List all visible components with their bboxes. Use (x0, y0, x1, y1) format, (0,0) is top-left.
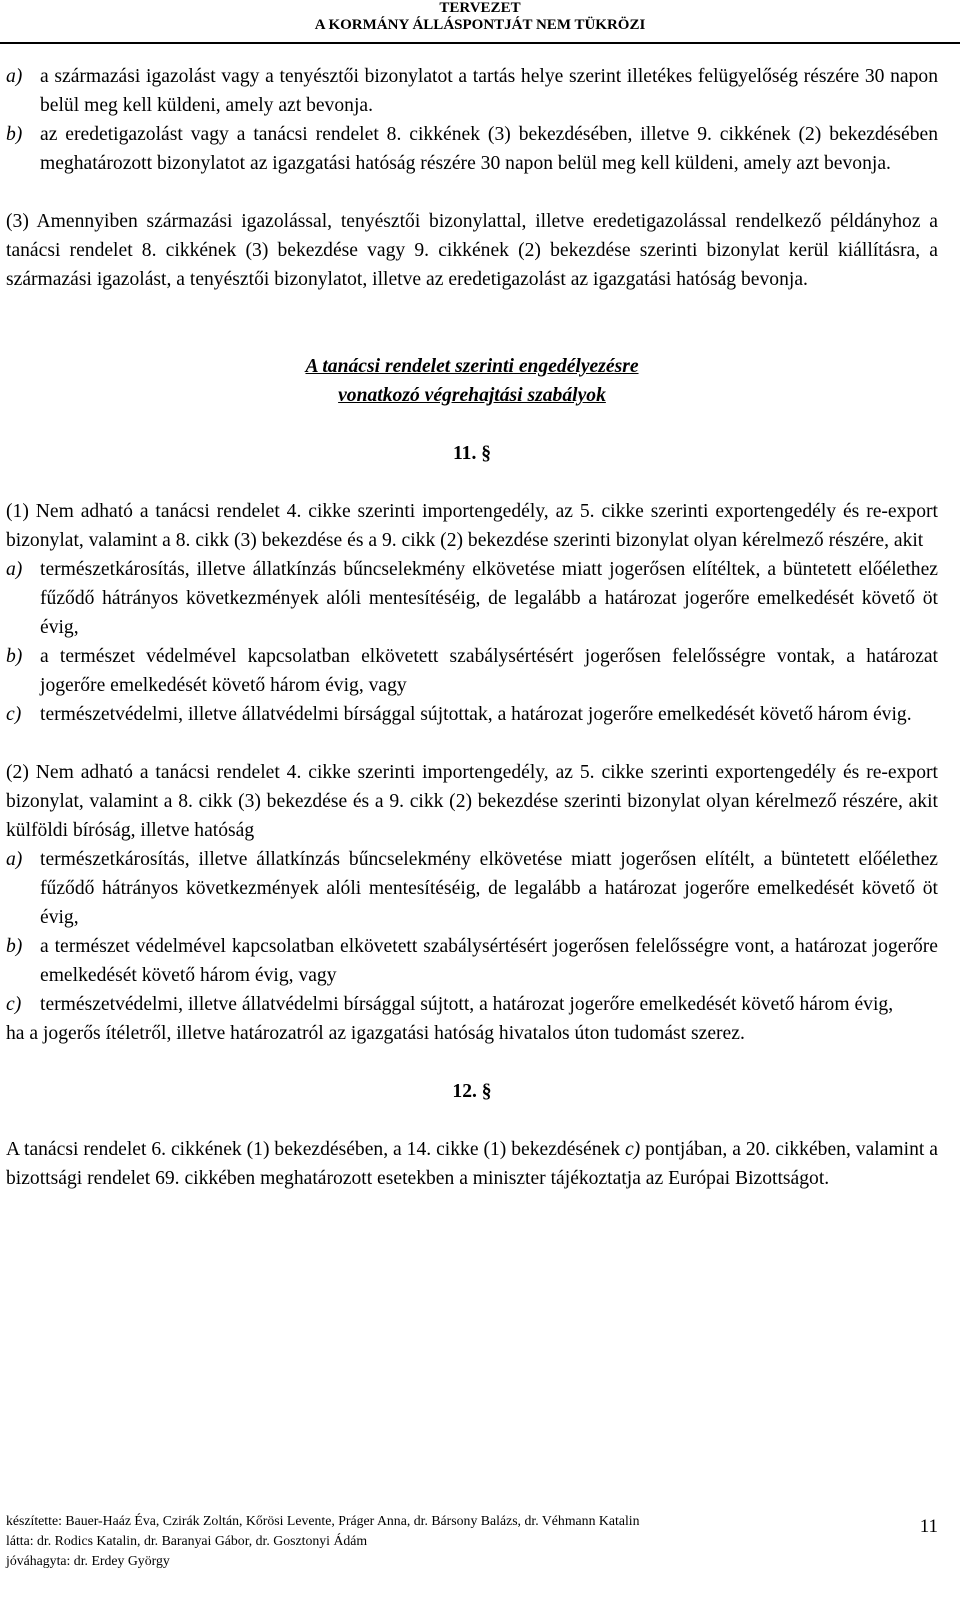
item-text: a természet védelmével kapcsolatban elkövetett szabálysértésért jogerősen felelősségre vont, a határozat jogerőre emelkedését követő három évig, vagy (40, 936, 938, 986)
item-text: természetvédelmi, illetve állatvédelmi bírsággal sújtott, a határozat jogerőre emelkedését követő három évig, (40, 994, 894, 1015)
footer-approver: jóváhagyta: dr. Erdey György (6, 1553, 170, 1568)
s12-paragraph (6, 1135, 938, 1193)
draft-label: TERVEZET (439, 0, 521, 16)
page-number: 11 (919, 1516, 938, 1537)
s11-p1-intro: (1) Nem adható a tanácsi rendelet 4. cikke szerinti importengedély, az 5. cikke szerinti exportengedély és re-export bizonylat, valamint a 8. cikk (3) bekezdése és a 9. cikk (2) bekezdése szerinti bizonylat olyan kérelmező részére, akit (6, 501, 938, 551)
title-line-1: A tanácsi rendelet szerinti engedélyezésre (305, 356, 639, 377)
list-item (6, 845, 938, 932)
s12-text-pre: A tanácsi rendelet 6. cikkének (1) bekezdésében, a 14. cikke (1) bekezdésének (6, 1139, 625, 1160)
paragraph-3: (3) Amennyiben származási igazolással, tenyésztői bizonylattal, illetve eredetigazolással rendelkező példányhoz a tanácsi rendelet 8. cikkének (3) bekezdése vagy 9. cikkének (2) bekezdése szerinti bizonylat kerül kiállításra, a származási igazolást, a tenyésztői bizonylatot, illetve az eredetigazolást az igazgatási hatóság bevonja. (6, 211, 938, 290)
header-divider (0, 42, 960, 44)
item-text: az eredetigazolást vagy a tanácsi rendelet 8. cikkének (3) bekezdésében, illetve 9. cikkének (2) bekezdésében meghatározott bizonylatot az igazgatási hatóság részére 30 napon belül meg kell küldeni, amely azt bevonja. (40, 124, 938, 174)
s11-p2-outro: ha a jogerős ítéletről, illetve határozatról az igazgatási hatóság hivatalos úton tudomást szerez. (6, 1023, 745, 1044)
footer-authors: készítette: Bauer-Haáz Éva, Czirák Zoltán, Kőrösi Levente, Práger Anna, dr. Bársony Balázs, dr. Véhmann Katalin (6, 1513, 640, 1528)
section-12-heading: 12. § (452, 1081, 492, 1102)
list-item (6, 555, 938, 642)
item-text: természetkárosítás, illetve állatkínzás bűncselekmény elkövetése miatt jogerősen elítéltek, a büntetett előélethez fűződő hátrányos következmények alóli mentesítéséig, de legalább a határozat jogerőre emelkedését követő öt évig, (40, 559, 938, 638)
section-title (6, 352, 938, 410)
list-item (6, 990, 938, 1019)
item-label: b) (6, 936, 23, 957)
s12-text-em: c) (624, 1139, 641, 1160)
list-item (6, 62, 938, 120)
section-11-heading: 11. § (452, 443, 492, 464)
item-label: c) (6, 704, 22, 725)
item-label: c) (6, 994, 22, 1015)
item-label: a) (6, 559, 23, 580)
list-item (6, 700, 938, 729)
list-item (6, 932, 938, 990)
item-label: a) (6, 66, 23, 87)
title-line-2: vonatkozó végrehajtási szabályok (338, 385, 606, 406)
item-label: a) (6, 849, 23, 870)
item-text: a származási igazolást vagy a tenyésztői bizonylatot a tartás helye szerint illetékes felügyelőség részére 30 napon belül meg kell küldeni, amely azt bevonja. (40, 66, 938, 116)
list-item (6, 120, 938, 178)
footer-reviewers: látta: dr. Rodics Katalin, dr. Baranyai Gábor, dr. Gosztonyi Ádám (6, 1533, 368, 1548)
s11-p2-intro: (2) Nem adható a tanácsi rendelet 4. cikke szerinti importengedély, az 5. cikke szerinti exportengedély és re-export bizonylat, valamint a 8. cikk (3) bekezdése és a 9. cikk (2) bekezdése szerinti bizonylat olyan kérelmező részére, akit külföldi bíróság, illetve hatóság (6, 762, 938, 841)
s12-text-post: pontjában, a 20. cikkében, valamint a bizottsági rendelet 69. cikkében meghatározott esetekben a miniszter tájékoztatja az Európai Bizottságot. (6, 1139, 938, 1189)
item-label: b) (6, 124, 23, 145)
item-text: természetvédelmi, illetve állatvédelmi bírsággal sújtottak, a határozat jogerőre emelkedését követő három évig. (40, 704, 912, 725)
item-text: természetkárosítás, illetve állatkínzás bűncselekmény elkövetése miatt jogerősen elítélt, a büntetett előélethez fűződő hátrányos következmények alóli mentesítéséig, de legalább a határozat jogerőre emelkedését követő öt évig, (40, 849, 938, 928)
draft-header (0, 0, 960, 34)
document-footer (6, 1511, 766, 1571)
item-text: a természet védelmével kapcsolatban elkövetett szabálysértésért jogerősen felelősségre vontak, a határozat jogerőre emelkedését követő három évig, vagy (40, 646, 938, 696)
list-item (6, 642, 938, 700)
disclaimer-label: A KORMÁNY ÁLLÁSPONTJÁT NEM TÜKRÖZI (314, 17, 646, 33)
item-label: b) (6, 646, 23, 667)
document-body (6, 62, 938, 1193)
